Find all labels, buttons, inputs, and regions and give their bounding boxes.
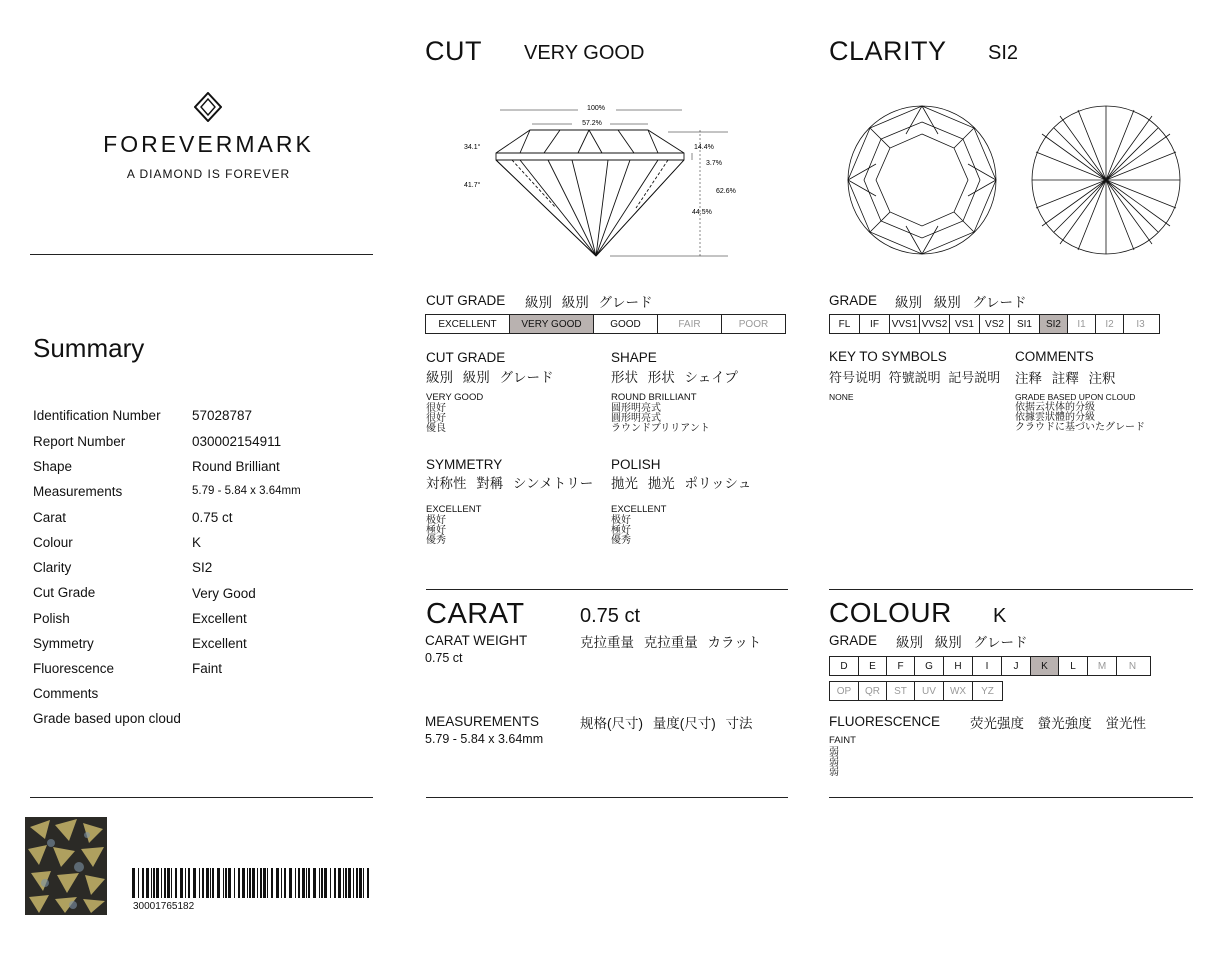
summary-value: Very Good	[192, 586, 256, 601]
summary-value: Faint	[192, 661, 223, 676]
barcode-bar	[199, 868, 200, 898]
barcode-bar	[202, 868, 204, 898]
colour-scale-cell: I	[973, 657, 1002, 675]
diagram-total-depth-label: 62.6%	[716, 188, 736, 195]
diamond-logo-icon	[194, 92, 222, 122]
jp-line: 極好	[426, 525, 446, 536]
jp-line: 優良	[426, 423, 446, 434]
clarity-scale-cell: VS1	[950, 315, 980, 333]
key-to-symbols-value: NONE	[829, 392, 854, 402]
colour-divider-top	[829, 589, 1193, 590]
left-divider-bottom	[30, 797, 373, 798]
cut-scale-cell-selected: VERY GOOD	[510, 315, 594, 333]
clarity-scale-cell: SI1	[1010, 315, 1040, 333]
barcode-bar	[343, 868, 344, 898]
carat-weight-label: CARAT WEIGHT	[425, 633, 528, 648]
security-hologram-image	[25, 817, 107, 915]
jp-line: 圓形明亮式	[611, 413, 661, 424]
clarity-crown-view-diagram	[846, 104, 998, 256]
colour-divider-bottom	[829, 797, 1193, 798]
symmetry-label: SYMMETRY	[426, 457, 503, 472]
summary-label: Grade based upon cloud	[33, 711, 181, 726]
summary-label: Symmetry	[33, 636, 94, 651]
cut-grade-scale-label-jp: 級別 級別 グレード	[525, 295, 653, 310]
symmetry-label-jp: 対称性 對稱 シンメトリー	[426, 476, 594, 491]
barcode-bar	[146, 868, 149, 898]
barcode-bar	[257, 868, 258, 898]
shape-value: ROUND BRILLIANT	[611, 392, 697, 403]
colour-scale-cell: UV	[915, 682, 944, 700]
summary-value: Excellent	[192, 611, 247, 626]
summary-value: SI2	[192, 560, 213, 575]
summary-label: Shape	[33, 459, 73, 474]
carat-divider-top	[426, 589, 788, 590]
shape-label: SHAPE	[611, 350, 657, 365]
cut-value: VERY GOOD	[524, 42, 645, 64]
key-to-symbols-label: KEY TO SYMBOLS	[829, 349, 947, 364]
jp-line: ラウンドブリリアント	[611, 423, 710, 434]
barcode-bar	[284, 868, 286, 898]
barcode-bar	[271, 868, 273, 898]
barcode-bar	[363, 868, 364, 898]
symmetry-value-jp	[426, 516, 446, 546]
symmetry-value: EXCELLENT	[426, 504, 482, 515]
barcode-bar	[324, 868, 327, 898]
clarity-scale-cell: FL	[830, 315, 860, 333]
barcode-bar	[298, 868, 300, 898]
colour-scale-cell: YZ	[981, 685, 994, 697]
jp-line: 很好	[426, 413, 446, 424]
cut-grade-value: VERY GOOD	[426, 392, 484, 403]
colour-grade-label-jp: 級別 級別 グレード	[896, 635, 1028, 650]
barcode-bar	[206, 868, 209, 898]
jp-line: 依據雲狀體的分級	[1015, 412, 1095, 423]
barcode-bar	[267, 868, 268, 898]
brand-name: FOREVERMARK	[103, 131, 314, 157]
colour-value: K	[993, 605, 1007, 627]
clarity-scale-cell: I2	[1096, 315, 1124, 333]
summary-label: Fluorescence	[33, 661, 115, 676]
barcode-bar	[151, 868, 152, 898]
summary-label: Measurements	[33, 484, 123, 499]
barcode-bar	[217, 868, 220, 898]
shape-label-jp: 形状 形状 シェイプ	[611, 370, 738, 385]
jp-line: 優秀	[426, 535, 446, 546]
diamond-profile-diagram	[460, 98, 750, 260]
colour-grade-scale	[829, 656, 1151, 676]
barcode-bar	[180, 868, 183, 898]
cut-grade-label-jp: 級別 級別 グレード	[426, 370, 554, 385]
jp-line: 弱	[829, 757, 839, 768]
barcode-bar	[252, 868, 255, 898]
barcode-bar	[142, 868, 144, 898]
barcode-bar	[175, 868, 177, 898]
barcode-bar	[164, 868, 166, 898]
colour-scale-cell: QR	[859, 682, 887, 700]
measurements-label-jp: 规格(尺寸) 量度(尺寸) 寸法	[580, 716, 753, 731]
carat-divider-bottom	[426, 797, 788, 798]
clarity-title: CLARITY	[829, 36, 947, 66]
cut-grade-scale	[425, 314, 786, 334]
polish-label-jp: 拋光 拋光 ポリッシュ	[611, 476, 752, 491]
clarity-grade-label-jp: 級別 級別 グレード	[895, 295, 1027, 310]
barcode-bar	[228, 868, 231, 898]
summary-value: 0.75 ct	[192, 510, 233, 525]
colour-scale-cell: WX	[944, 682, 973, 700]
barcode-bar	[345, 868, 347, 898]
jp-line: 圆形明亮式	[611, 403, 661, 414]
cut-grade-value-jp	[426, 404, 446, 434]
colour-scale-cell: OP	[830, 682, 859, 700]
fluorescence-value: FAINT	[829, 735, 856, 746]
fluorescence-label-jp: 荧光强度 螢光強度 蛍光性	[970, 716, 1147, 731]
colour-scale-cell: N	[1128, 660, 1137, 672]
polish-value-jp	[611, 516, 631, 546]
summary-value: 57028787	[192, 408, 253, 423]
colour-scale-cell: H	[944, 657, 973, 675]
diagram-crown-width-label: 57.2%	[582, 120, 602, 127]
colour-scale-cell: M	[1088, 657, 1117, 675]
barcode-bar	[260, 868, 262, 898]
barcode-bar	[153, 868, 155, 898]
colour-grade-scale-extended	[829, 681, 1003, 701]
jp-line: 很好	[426, 403, 446, 414]
barcode-bar	[156, 868, 159, 898]
measurements-label: MEASUREMENTS	[425, 714, 540, 729]
summary-value: 5.79 - 5.84 x 3.64mm	[192, 485, 301, 497]
summary-label: Identification Number	[33, 408, 161, 423]
colour-scale-cell: G	[915, 657, 944, 675]
summary-label: Clarity	[33, 560, 72, 575]
barcode-bar	[249, 868, 251, 898]
clarity-scale-cell: VS2	[980, 315, 1010, 333]
barcode-bar	[334, 868, 336, 898]
cut-scale-cell: GOOD	[594, 315, 658, 333]
clarity-scale-cell-selected: SI2	[1040, 315, 1068, 333]
barcode-bar	[302, 868, 305, 898]
jp-line: 弱	[829, 747, 839, 758]
clarity-pavilion-view-diagram	[1030, 104, 1182, 256]
polish-label: POLISH	[611, 457, 661, 472]
barcode-bar	[185, 868, 186, 898]
clarity-scale-cell: VVS2	[920, 315, 950, 333]
clarity-scale-cell: I3	[1136, 318, 1145, 330]
summary-label: Report Number	[33, 434, 126, 449]
jp-line: 優秀	[611, 535, 631, 546]
diagram-girdle-label: 3.7%	[706, 160, 722, 167]
carat-weight-value: 0.75 ct	[425, 651, 463, 665]
clarity-grade-label: GRADE	[829, 293, 878, 308]
colour-scale-cell-selected: K	[1031, 657, 1059, 675]
barcode-bar	[359, 868, 362, 898]
colour-scale-cell: E	[859, 657, 887, 675]
diagram-pavilion-depth-label: 44.5%	[692, 209, 712, 216]
carat-weight-label-jp: 克拉重量 克拉重量 カラット	[580, 635, 762, 650]
barcode-bar	[161, 868, 162, 898]
colour-grade-label: GRADE	[829, 633, 878, 648]
barcode-bar	[319, 868, 320, 898]
diagram-crown-height-label: 14.4%	[694, 144, 714, 151]
colour-scale-cell: J	[1002, 657, 1031, 675]
comments-label-jp: 注释 註釋 注釈	[1015, 371, 1116, 386]
summary-value: K	[192, 535, 202, 550]
diagram-table-label: 100%	[587, 105, 605, 112]
polish-value: EXCELLENT	[611, 504, 667, 515]
barcode-bar	[295, 868, 296, 898]
colour-scale-cell: L	[1059, 657, 1088, 675]
summary-label: Comments	[33, 686, 99, 701]
summary-label: Colour	[33, 535, 73, 550]
clarity-scale-cell: VVS1	[890, 315, 920, 333]
barcode-bar	[356, 868, 358, 898]
summary-title: Summary	[33, 333, 145, 363]
colour-scale-cell: F	[887, 657, 915, 675]
cut-scale-cell: FAIR	[658, 315, 722, 333]
summary-label: Polish	[33, 611, 70, 626]
colour-scale-cell: D	[830, 657, 859, 675]
barcode-bar	[171, 868, 172, 898]
carat-value: 0.75 ct	[580, 605, 641, 627]
jp-line: 極好	[611, 525, 631, 536]
jp-line: クラウドに基づいたグレード	[1015, 422, 1145, 433]
diagram-pavilion-angle-label: 41.7°	[464, 182, 481, 189]
barcode-bar	[225, 868, 227, 898]
comments-value-jp	[1015, 403, 1145, 433]
jp-line: 极好	[611, 515, 631, 526]
colour-scale-cell: ST	[887, 682, 915, 700]
left-divider-top	[30, 254, 373, 255]
clarity-scale-cell: I1	[1068, 315, 1096, 333]
cut-title: CUT	[425, 36, 482, 66]
barcode-bar	[330, 868, 331, 898]
barcode-bar	[348, 868, 351, 898]
barcode-bar	[338, 868, 341, 898]
barcode-bar	[238, 868, 240, 898]
comments-value: GRADE BASED UPON CLOUD	[1015, 392, 1136, 402]
barcode-bar	[306, 868, 307, 898]
barcode-bar	[367, 868, 369, 898]
barcode-bar	[321, 868, 323, 898]
summary-value: Excellent	[192, 636, 247, 651]
barcode-bar	[289, 868, 292, 898]
barcode-bar	[313, 868, 316, 898]
clarity-scale-cell: IF	[860, 315, 890, 333]
barcode-bar	[167, 868, 170, 898]
barcode-image	[132, 868, 372, 898]
cut-scale-cell: POOR	[738, 318, 769, 330]
barcode-bar	[276, 868, 279, 898]
barcode-bar	[188, 868, 190, 898]
barcode-number: 30001765182	[133, 901, 195, 912]
shape-value-jp	[611, 404, 710, 434]
clarity-value: SI2	[988, 42, 1019, 64]
colour-title: COLOUR	[829, 597, 952, 628]
fluorescence-value-jp	[829, 748, 839, 778]
measurements-value: 5.79 - 5.84 x 3.64mm	[425, 732, 544, 746]
barcode-bar	[242, 868, 245, 898]
summary-label: Cut Grade	[33, 585, 96, 600]
carat-title: CARAT	[426, 598, 525, 630]
barcode-bar	[223, 868, 224, 898]
jp-line: 弱	[829, 767, 839, 778]
barcode-bar	[353, 868, 354, 898]
barcode-bar	[138, 868, 139, 898]
diagram-crown-angle-label: 34.1°	[464, 144, 481, 151]
brand-tagline: A DIAMOND IS FOREVER	[126, 167, 291, 181]
summary-value: Round Brilliant	[192, 459, 280, 474]
barcode-bar	[308, 868, 310, 898]
barcode-bar	[193, 868, 196, 898]
barcode-bar	[210, 868, 211, 898]
barcode-bar	[263, 868, 266, 898]
barcode-bar	[212, 868, 214, 898]
jp-line: 依据云状体的分级	[1015, 402, 1095, 413]
fluorescence-label: FLUORESCENCE	[829, 714, 941, 729]
barcode-bar	[281, 868, 282, 898]
comments-label: COMMENTS	[1015, 349, 1094, 364]
cut-grade-scale-label: CUT GRADE	[426, 293, 506, 308]
summary-label: Carat	[33, 510, 67, 525]
barcode-bar	[234, 868, 235, 898]
summary-value: 030002154911	[192, 434, 282, 449]
clarity-grade-scale	[829, 314, 1160, 334]
cut-scale-cell: EXCELLENT	[426, 315, 510, 333]
jp-line: 极好	[426, 515, 446, 526]
barcode-bar	[247, 868, 248, 898]
key-to-symbols-label-jp: 符号说明 符號説明 記号説明	[829, 370, 1001, 385]
barcode-bar	[132, 868, 135, 898]
cut-grade-label: CUT GRADE	[426, 350, 506, 365]
